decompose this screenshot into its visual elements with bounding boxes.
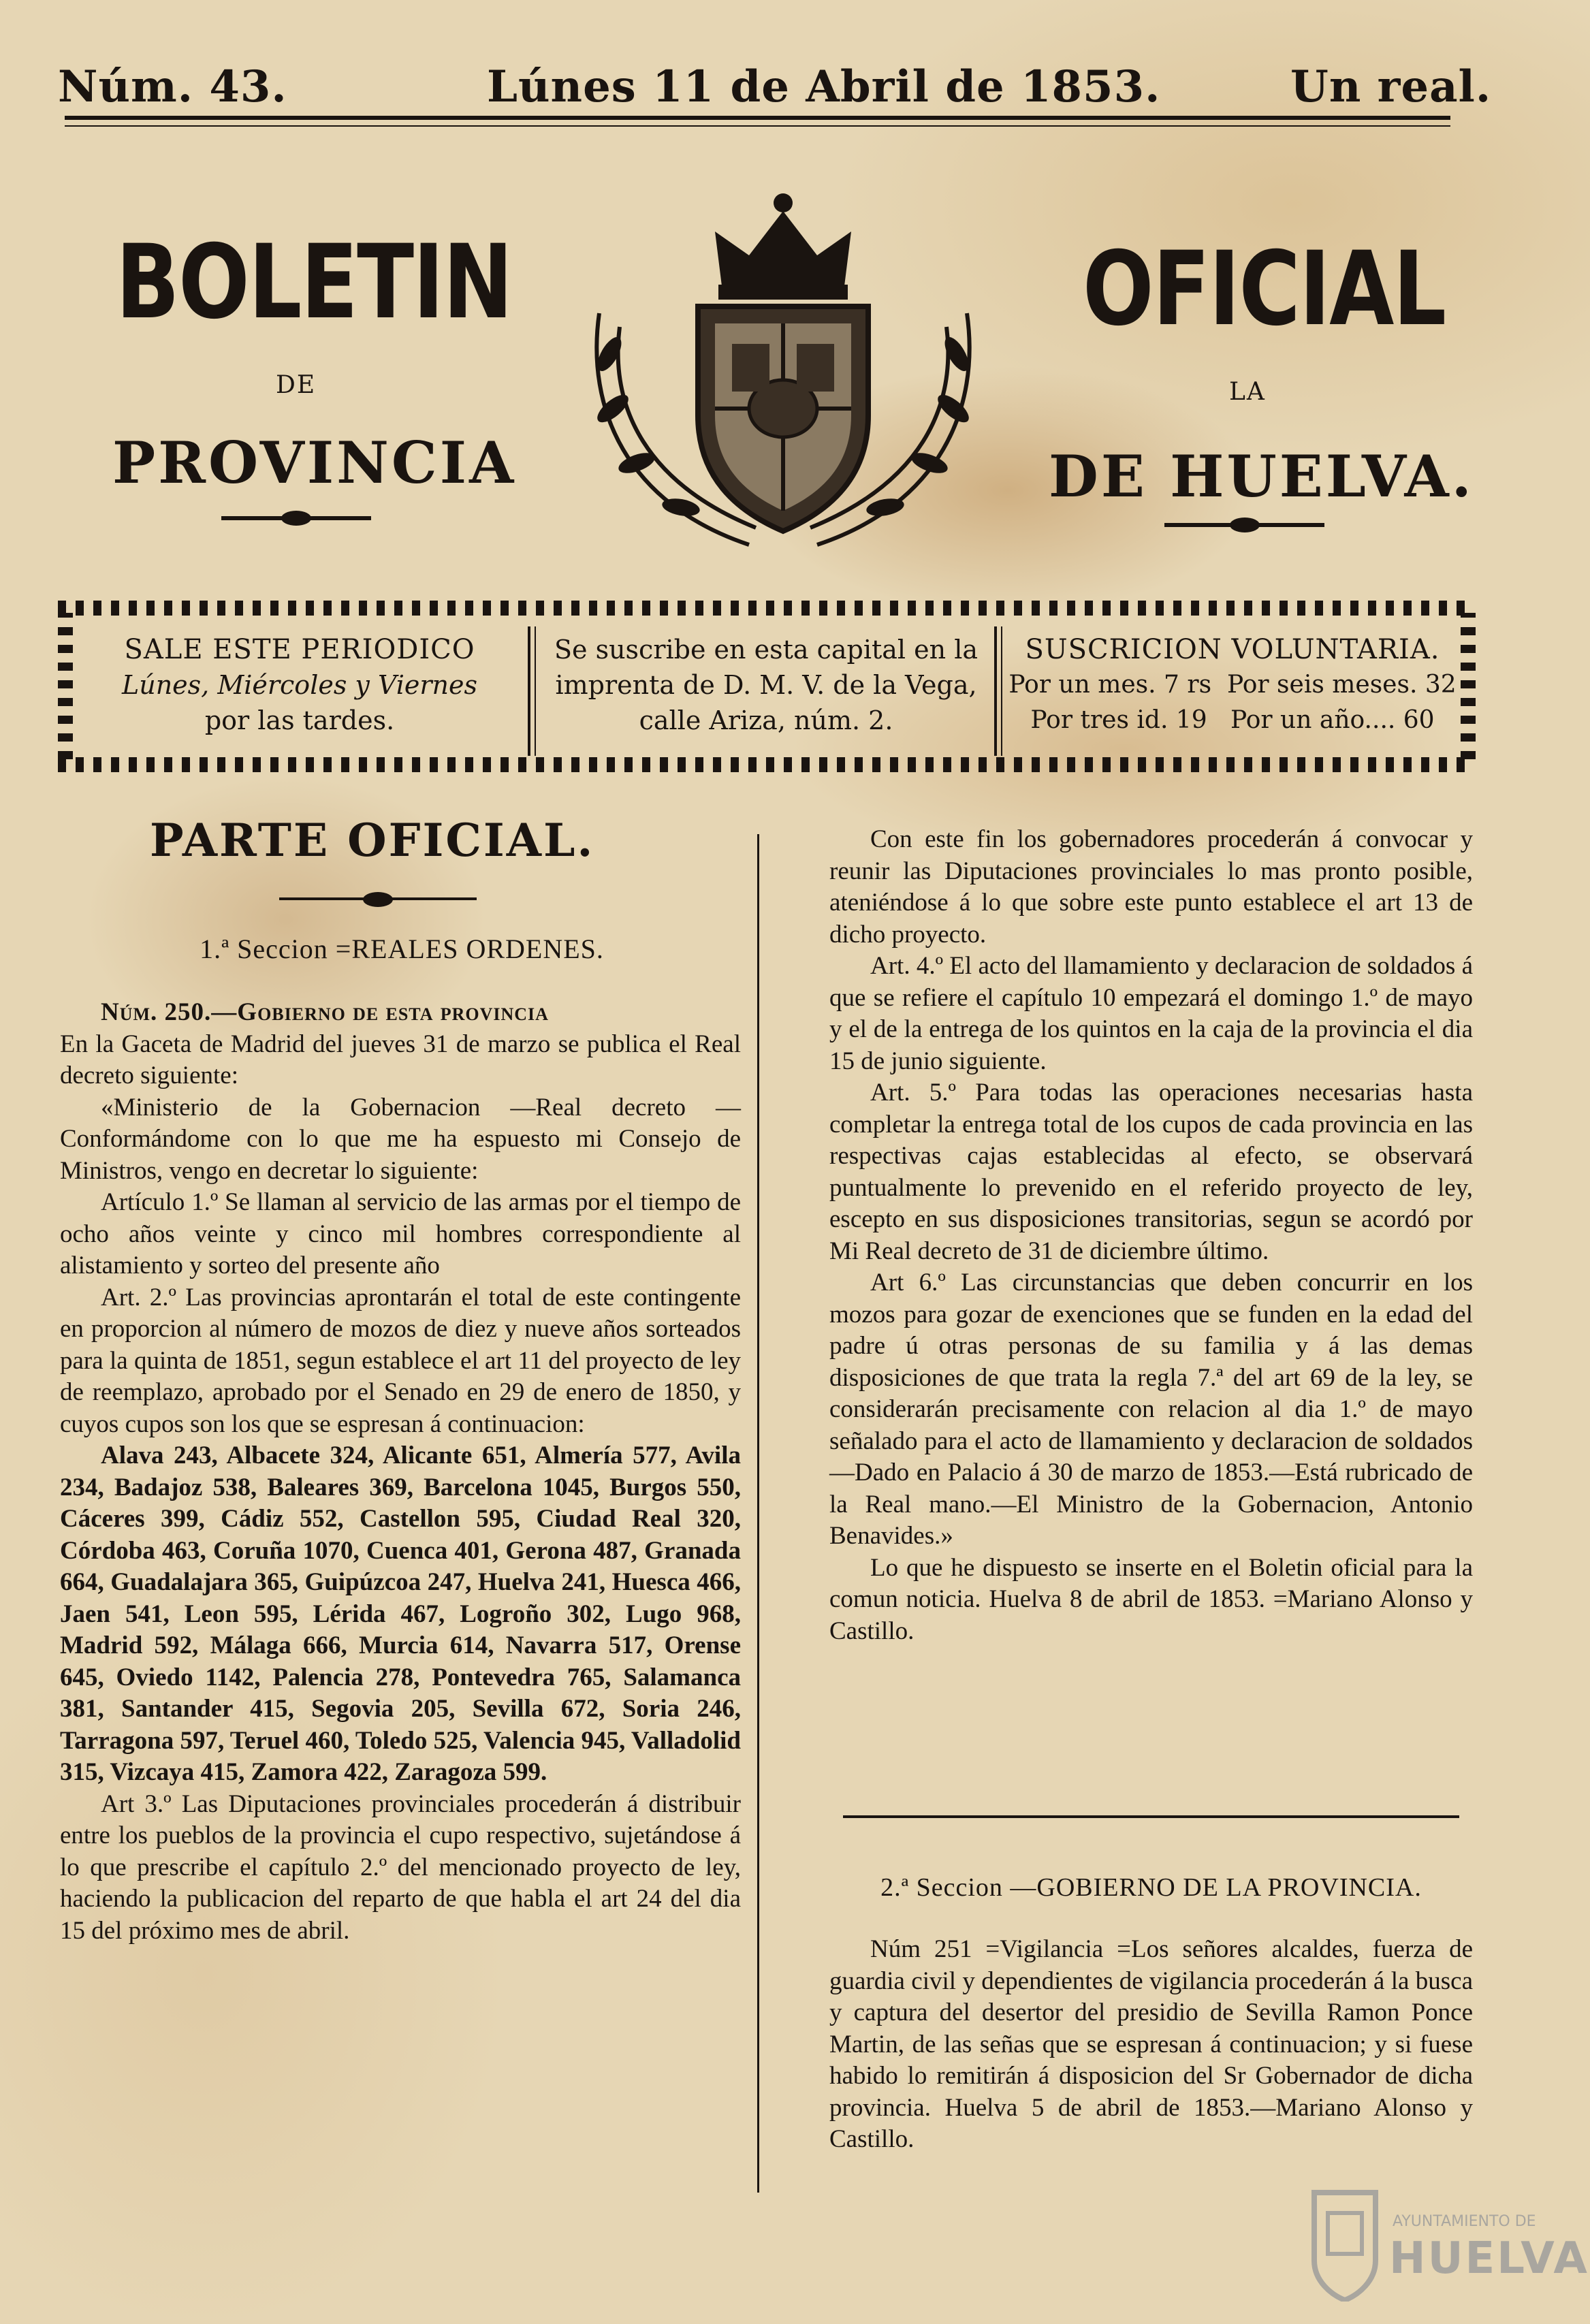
schedule-time: por las tardes. — [204, 705, 395, 735]
masthead-boletin: BOLETIN — [116, 223, 512, 342]
subscription-line-3: calle Ariza, núm. 2. — [639, 705, 893, 735]
article-3: Art 3.º Las Diputaciones provinciales procederán á distribuir entre los pueblos de la provincia el cupo respectivo, sujetándose á lo que prescribe el capítulo 2.º del mencionado proyecto de ley, haciendo la publicacion del reparto de que habla el art 24 del dia 15 del próximo mes de abril. — [60, 1789, 741, 1945]
flourish-left — [221, 516, 371, 520]
insert-notice: Lo que he dispuesto se inserte en el Boletin oficial para la comun noticia. Huelva 8 de abril de 1853. =Mariano Alonso y Castillo. — [829, 1553, 1473, 1645]
column-divider — [757, 834, 759, 2193]
prices-line-2: Por tres id. 19 Por un año.... 60 — [1030, 706, 1435, 734]
flourish-parte-oficial — [279, 897, 477, 900]
right-column-vigilancia — [829, 1934, 1473, 2156]
masthead-la: LA — [1229, 378, 1266, 406]
shield-icon — [1307, 2186, 1382, 2302]
chain-border-top — [58, 601, 1474, 616]
section-2-heading: 2.ª Seccion —GOBIERNO DE LA PROVINCIA. — [880, 1873, 1422, 1902]
prices-line-1: Por un mes. 7 rs Por seis meses. 32 — [1008, 671, 1457, 699]
schedule-days: Lúnes, Miércoles y Viernes — [121, 670, 478, 700]
province-quotas: Alava 243, Albacete 324, Alicante 651, Almería 577, Avila 234, Badajoz 538, Baleares 369, Barcelona 1045, Burgos 550, Cáceres 399, Cádiz 552, Castellon 595, Ciudad Real 320, Córdoba 463, Coruña 1070, Cuenca 401, Gerona 487, Granada 664, Guadalajara 365, Guipúzcoa 247, Huelva 241, Huesca 466, Jaen 541, Leon 595, Lérida 467, Logroño 302, Lugo 968, Madrid 592, Málaga 666, Murcia 614, Navarra 517, Orense 645, Oviedo 1142, Palencia 278, Pontevedra 765, Salamanca 381, Santander 415, Segovia 205, Sevilla 672, Soria 246, Tarragona 597, Teruel 460, Toledo 525, Valencia 945, Valladolid 315, Vizcaya 415, Zamora 422, Zaragoza 599. — [60, 1442, 741, 1786]
info-col-schedule — [82, 632, 518, 738]
info-col-subscription — [548, 632, 984, 738]
coat-of-arms-emblem — [545, 191, 1021, 572]
issue-date: Lúnes 11 de Abril de 1853. — [487, 61, 1161, 112]
article-6: Art 6.º Las circunstancias que deben concurrir en los mozos para gozar de exenciones que se funden en la edad del padre ú otras personas de su familia y á las demas disposiciones de que trata la regla 7.ª del art 69 de la ley, se considerarán precisamente con relacion al dia 1.º de mayo señalado para el acto de llamamiento y declaracion de soldados —Dado en Palacio á 30 de marzo de 1853.—Está rubricado de la Real mano.—El Ministro de la Gobernacion, Antonio Benavides.» — [829, 1269, 1473, 1550]
decree-ministry: «Ministerio de la Gobernacion —Real decreto —Conformándome con lo que me ha espuesto mi Consejo de Ministros, vengo en decretar lo siguiente: — [60, 1093, 741, 1185]
right-column-text — [829, 824, 1473, 1647]
info-divider-2b — [1001, 626, 1002, 756]
section-1-heading: 1.ª Seccion =REALES ORDENES. — [200, 934, 604, 964]
huelva-logo-watermark — [1307, 2186, 1589, 2308]
article-5: Art. 5.º Para todas las operaciones necesarias hasta completar la entrega total de los cupos de cada provincia en las respectivas cajas establecidas al efecto, se observará puntualmente lo prevenido en el referido proyecto de ley, escepto en sus disposiciones transitorias, segun se acordó por Mi Real decreto de 31 de diciembre último. — [829, 1079, 1473, 1265]
info-col-prices — [1008, 632, 1457, 738]
article-4: Art. 4.º El acto del llamamiento y declaracion de soldados á que se refiere el capítulo 10 empezará el domingo 1.º de mayo y el de la entrega de los quintos en la caja de la provincia el dia 15 de junio siguiente. — [829, 952, 1473, 1075]
subscription-line-1: Se suscribe en esta capital en la — [554, 635, 979, 665]
masthead-de: DE — [276, 371, 317, 399]
flourish-right — [1164, 523, 1324, 527]
prices-title: SUSCRICION VOLUNTARIA. — [1025, 634, 1440, 665]
left-column-text — [60, 997, 741, 1947]
subscription-line-2: imprenta de D. M. V. de la Vega, — [555, 670, 977, 700]
info-divider-1 — [528, 626, 530, 756]
article-1: Artículo 1.º Se llaman al servicio de las armas por el tiempo de ocho años veinte y cinco mil hombres correspondiente al alistamiento y sorteo del presente año — [60, 1188, 741, 1279]
info-divider-1b — [535, 626, 536, 756]
issue-number: Núm. 43. — [58, 61, 287, 112]
info-divider-2 — [994, 626, 997, 756]
chain-border-right — [1461, 613, 1476, 759]
section-separator — [843, 1815, 1459, 1818]
issue-price: Un real. — [1290, 61, 1492, 112]
parte-oficial-heading: PARTE OFICIAL. — [150, 814, 595, 867]
schedule-title: SALE ESTE PERIODICO — [124, 634, 475, 665]
vigilancia-notice: Núm 251 =Vigilancia =Los señores alcaldes, fuerza de guardia civil y dependientes de vigilancia procederán á la busca y captura del desertor del presidio de Sevilla Ramon Ponce Martin, de las señas que se espresan á continuacion; y si fuese habido lo remitirán á disposicion del Sr Gobernador de dicha provincia. Huelva 5 de abril de 1853.—Mariano Alonso y Castillo. — [829, 1935, 1473, 2153]
chain-border-bottom — [58, 757, 1474, 772]
article-2: Art. 2.º Las provincias aprontarán el total de este contingente en proporcion al número de mozos de diez y nueve años sorteados para la quinta de 1851, segun establece el art 11 del proyecto de ley de reemplazo, aprobado por el Senado en 29 de enero de 1850, y cuyos cupos son los que se espresan á continuacion: — [60, 1283, 741, 1438]
header-rule-thin — [65, 125, 1450, 127]
watermark-line-1: AYUNTAMIENTO DE — [1393, 2213, 1536, 2230]
masthead-provincia: PROVINCIA — [112, 429, 517, 496]
chain-border-left — [58, 613, 73, 759]
watermark-line-2: HUELVA — [1389, 2233, 1589, 2284]
decree-intro: En la Gaceta de Madrid del jueves 31 de marzo se publica el Real decreto siguiente: — [60, 1030, 741, 1089]
header-rule-thick — [65, 116, 1450, 120]
decree-250-heading: Núm. 250.—Gobierno de esta provincia — [101, 998, 549, 1026]
masthead-de-huelva: DE HUELVA. — [1049, 443, 1474, 510]
masthead-oficial: OFICIAL — [1083, 230, 1446, 349]
article-3-cont: Con este fin los gobernadores procederán á convocar y reunir las Diputaciones provinciales lo mas pronto posible, ateniéndose á lo que sobre este punto establece el art 13 de dicho proyecto. — [829, 825, 1473, 949]
